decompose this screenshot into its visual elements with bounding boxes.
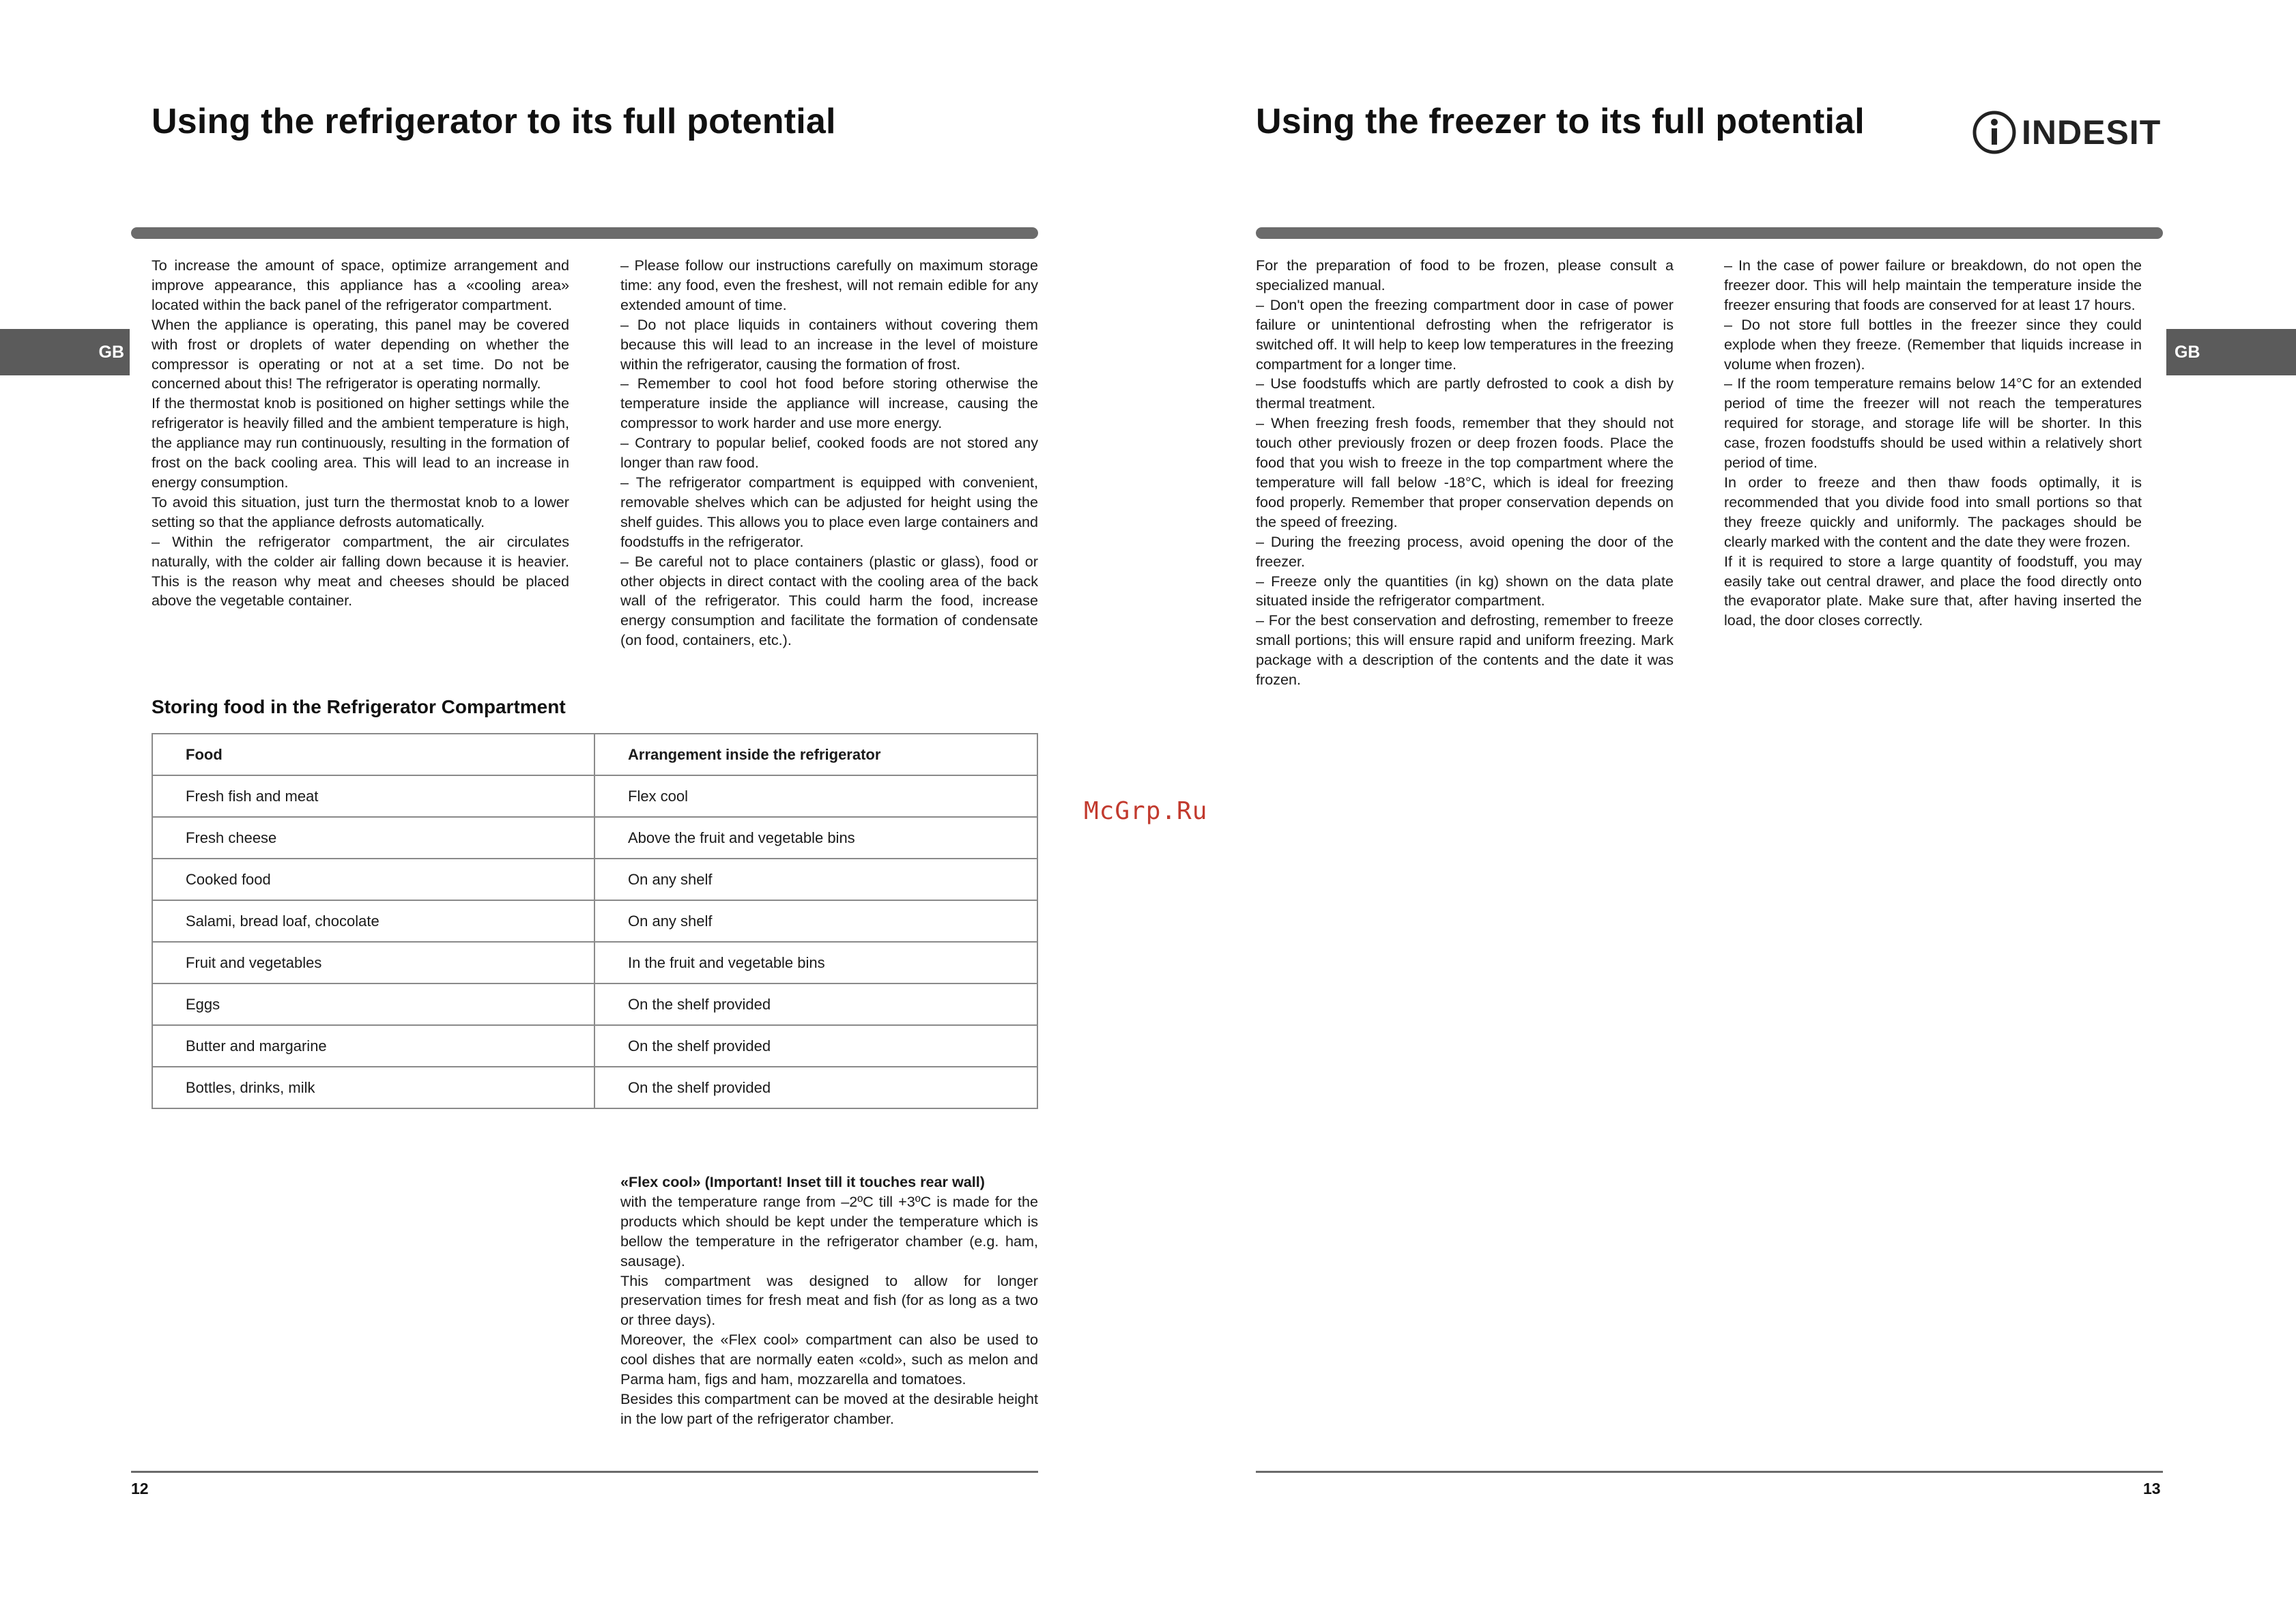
table-cell-food: Fruit and vegetables	[152, 942, 594, 983]
storing-food-table	[152, 733, 1038, 1109]
right-col1-paragraph: – During the freezing process, avoid opening the door of the freezer.	[1256, 532, 1674, 570]
left-page-number: 12	[131, 1480, 149, 1497]
left-page-title: Using the refrigerator to its full potential	[152, 102, 836, 141]
right-col1-paragraph: – Don't open the freezing compartment door in case of power failure or unintentional defrosting when the refrigerator is switched off. It will help to keep low temperatures in the freezing compartment for a longer time.	[1256, 296, 1674, 373]
table-cell-arrangement: Above the fruit and vegetable bins	[594, 817, 1037, 859]
table-cell-arrangement: On any shelf	[594, 859, 1037, 900]
table-cell-food: Fresh fish and meat	[152, 775, 594, 817]
table-row	[152, 983, 1037, 1025]
table-row	[152, 1067, 1037, 1108]
table-row	[152, 900, 1037, 942]
left-column-2	[620, 256, 1038, 650]
left-language-tab	[0, 329, 130, 375]
indesit-logo-icon	[1971, 109, 2018, 156]
table-row	[152, 817, 1037, 859]
flex-cool-paragraph: Besides this compartment can be moved at the desirable height in the low part of the refrigerator chamber.	[620, 1390, 1038, 1427]
right-page-title: Using the freezer to its full potential	[1256, 102, 1865, 141]
brand-name: INDESIT	[2022, 113, 2162, 152]
left-col2-paragraph: – Contrary to popular belief, cooked foods are not stored any longer than raw food.	[620, 434, 1038, 472]
table-cell-food: Cooked food	[152, 859, 594, 900]
left-col2-paragraph: – Please follow our instructions carefully on maximum storage time: any food, even the freshest, will not remain edible for any extended amount of time.	[620, 257, 1038, 313]
left-language-tab-label: GB	[98, 342, 124, 362]
left-col1-paragraph: If the thermostat knob is positioned on higher settings while the refrigerator is heavily filled and the ambient temperature is high, the appliance may run continuously, resulting in the formation of frost on the back cooling area. This will lead to an increase in energy consumption.	[152, 394, 569, 491]
left-col2-paragraph: – The refrigerator compartment is equipped with convenient, removable shelves which can be adjusted for height using the shelf guides. This allows you to place even large containers and foodstuffs in the refrigerator.	[620, 473, 1038, 550]
flex-cool-paragraph: Moreover, the «Flex cool» compartment can also be used to cool dishes that are normally eaten «cold», such as melon and Parma ham, figs and ham, mozzarella and tomatoes.	[620, 1331, 1038, 1388]
table-cell-food: Salami, bread loaf, chocolate	[152, 900, 594, 942]
table-row	[152, 942, 1037, 983]
table-cell-food: Fresh cheese	[152, 817, 594, 859]
left-footer-rule	[131, 1471, 1038, 1473]
table-cell-arrangement: On the shelf provided	[594, 983, 1037, 1025]
left-col2-paragraph: – Remember to cool hot food before storing otherwise the temperature inside the appliance will increase, causing the compressor to work harder and use more energy.	[620, 375, 1038, 432]
right-column-2	[1724, 256, 2142, 631]
table-cell-arrangement: On the shelf provided	[594, 1025, 1037, 1067]
right-col1-paragraph: – Use foodstuffs which are partly defrosted to cook a dish by thermal treatment.	[1256, 375, 1674, 412]
table-cell-arrangement: In the fruit and vegetable bins	[594, 942, 1037, 983]
flex-cool-section	[620, 1173, 1038, 1429]
right-header-rule	[1256, 227, 2163, 239]
table-header-food: Food	[152, 734, 594, 775]
table-header-row	[152, 734, 1037, 775]
table-cell-arrangement: On the shelf provided	[594, 1067, 1037, 1108]
left-column-1	[152, 256, 569, 611]
flex-cool-paragraph: This compartment was designed to allow for longer preservation times for fresh meat and fish (for as long as a two or three days).	[620, 1272, 1038, 1329]
table-row	[152, 1025, 1037, 1067]
left-header-rule	[131, 227, 1038, 239]
left-col1-paragraph: To increase the amount of space, optimize arrangement and improve appearance, this appliance has a «cooling area» located within the back panel of the refrigerator compartment.	[152, 257, 569, 313]
watermark: McGrp.Ru	[1084, 797, 1208, 825]
flex-cool-lead: with the temperature range from –2ºC till +3ºC is made for the products which should be kept under the temperature which is bellow the temperature in the refrigerator chamber (e.g. ham, sausage).	[620, 1192, 1038, 1269]
right-col2-paragraph: In order to freeze and then thaw foods optimally, it is recommended that you divide food into small portions so that they freeze quickly and uniformly. The packages should be clearly marked with the content and the date they were frozen.	[1724, 473, 2142, 550]
right-column-1	[1256, 256, 1674, 690]
table-header-arrangement: Arrangement inside the refrigerator	[594, 734, 1037, 775]
right-footer-rule	[1256, 1471, 2163, 1473]
right-col2-paragraph: – In the case of power failure or breakdown, do not open the freezer door. This will help maintain the temperature inside the freezer ensuring that foods are conserved for at least 17 hours.	[1724, 257, 2142, 313]
left-col2-paragraph: – Do not place liquids in containers without covering them because this will lead to an increase in the level of moisture within the refrigerator, causing the formation of frost.	[620, 315, 1038, 373]
right-language-tab-label: GB	[2175, 342, 2200, 362]
table-cell-arrangement: On any shelf	[594, 900, 1037, 942]
right-col2-paragraph: – Do not store full bottles in the freezer since they could explode when they freeze. (Remember that liquids increase in volume when frozen).	[1724, 315, 2142, 373]
table-cell-food: Butter and margarine	[152, 1025, 594, 1067]
left-col1-paragraph: – Within the refrigerator compartment, the air circulates naturally, with the colder air falling down because it is heavier. This is the reason why meat and cheeses should be placed above the vegetable container.	[152, 532, 569, 609]
right-col1-paragraph: – For the best conservation and defrosting, remember to freeze small portions; this will ensure rapid and uniform freezing. Mark package with a description of the contents and the date it was frozen.	[1256, 612, 1674, 689]
left-col1-paragraph: When the appliance is operating, this panel may be covered with frost or droplets of water depending on whether the compressor is operating or not at a set time. Do not be concerned about this! The refrigerator is operating normally.	[152, 315, 569, 392]
right-col1-paragraph: For the preparation of food to be frozen, please consult a specialized manual.	[1256, 257, 1674, 293]
right-page-number: 13	[2143, 1480, 2161, 1497]
storing-food-heading: Storing food in the Refrigerator Compartment	[152, 696, 566, 717]
table-row	[152, 775, 1037, 817]
right-col1-paragraph: – When freezing fresh foods, remember that they should not touch other previously frozen or deep frozen foods. Place the food that you wish to freeze in the top compartment where the temperature will fall below -18°C, which is ideal for freezing food properly. Remember that proper conservation depends on the speed of freezing.	[1256, 414, 1674, 530]
table-row	[152, 859, 1037, 900]
table-cell-food: Bottles, drinks, milk	[152, 1067, 594, 1108]
table-cell-arrangement: Flex cool	[594, 775, 1037, 817]
flex-cool-heading: «Flex cool» (Important! Inset till it touches rear wall)	[620, 1173, 985, 1190]
right-col1-paragraph: – Freeze only the quantities (in kg) shown on the data plate situated inside the refrigerator compartment.	[1256, 572, 1674, 609]
right-language-tab	[2166, 329, 2296, 375]
right-col2-paragraph: – If the room temperature remains below 14°C for an extended period of time the freezer will not reach the temperatures required for storage, and storage life will be shorter. In this case, frozen foodstuffs should be used within a relatively short period of time.	[1724, 375, 2142, 472]
table-cell-food: Eggs	[152, 983, 594, 1025]
right-col2-paragraph: If it is required to store a large quantity of foodstuff, you may easily take out central drawer, and place the food directly onto the evaporator plate. Make sure that, after having inserted the load, the door closes correctly.	[1724, 552, 2142, 629]
left-col2-paragraph: – Be careful not to place containers (plastic or glass), food or other objects in direct contact with the cooling area of the back wall of the refrigerator. This could harm the food, increase energy consumption and facilitate the formation of condensate (on food, containers, etc.).	[620, 552, 1038, 649]
left-col1-paragraph: To avoid this situation, just turn the thermostat knob to a lower setting so that the appliance defrosts automatically.	[152, 493, 569, 530]
indesit-logo	[1971, 109, 2161, 156]
